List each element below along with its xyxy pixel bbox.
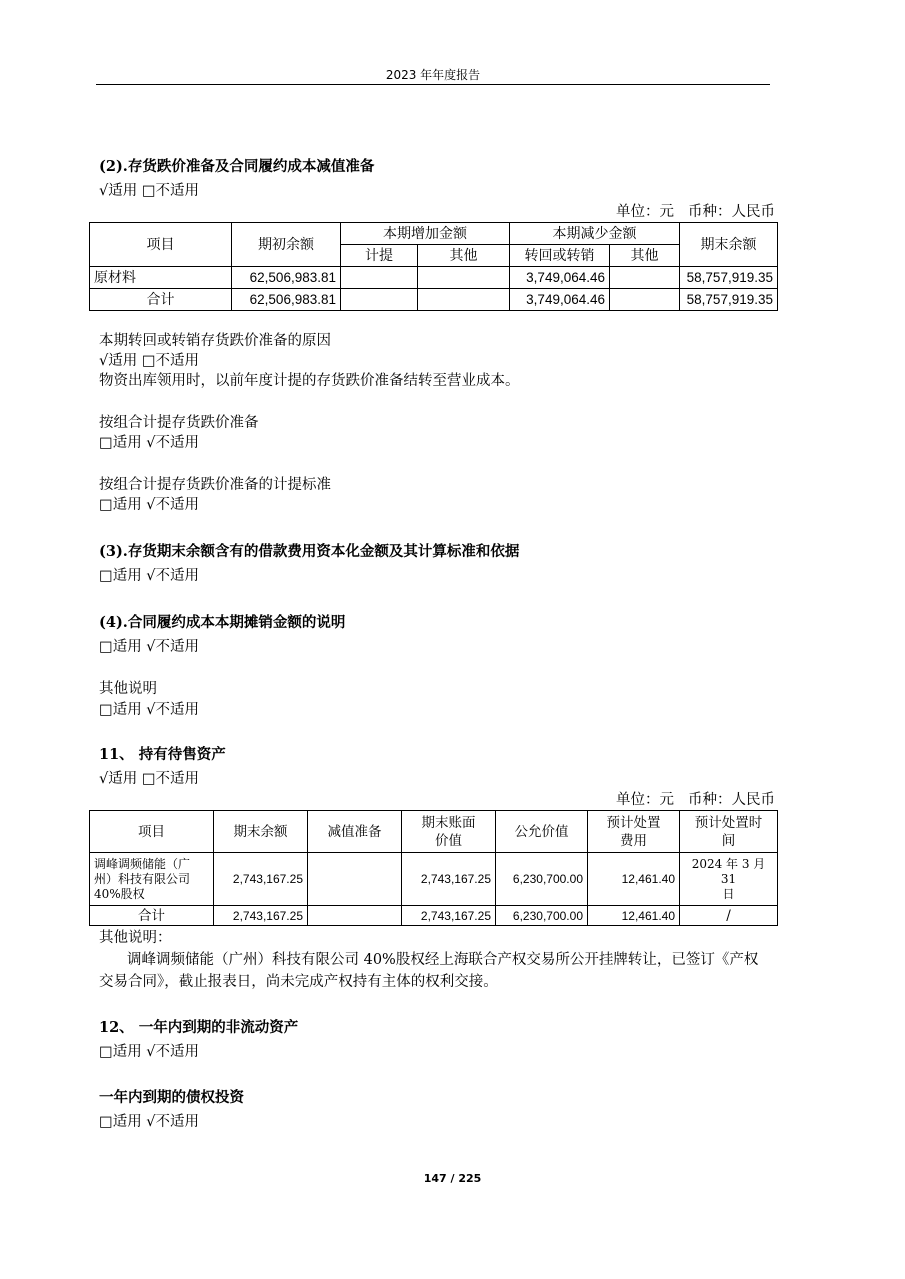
row-disposal-cost: 12,461.40 bbox=[588, 853, 680, 906]
unit-line-2 bbox=[602, 790, 775, 810]
row-accrual bbox=[341, 289, 418, 311]
row-book-value: 2,743,167.25 bbox=[402, 853, 496, 906]
row-item: 原材料 bbox=[90, 267, 232, 289]
header-closing: 期末余额 bbox=[214, 811, 308, 853]
table-row bbox=[90, 853, 778, 906]
row-item: 调峰调频储能（广 州）科技有限公司 40%股权 bbox=[90, 853, 214, 906]
group-std-applicability: □适用 √不适用 bbox=[99, 497, 200, 513]
header-impairment: 减值准备 bbox=[308, 811, 402, 853]
other-notes-applicability: □适用 √不适用 bbox=[99, 702, 200, 718]
applicability-borrowing: □适用 √不适用 bbox=[99, 568, 200, 584]
header-opening: 期初余额 bbox=[232, 223, 341, 267]
group-title: 按组合计提存货跌价准备 bbox=[99, 415, 259, 431]
row-item: 合计 bbox=[90, 289, 232, 311]
total-impairment bbox=[308, 906, 402, 926]
held-for-sale-notes-text: 调峰调频储能（广州）科技有限公司 40%股权经上海联合产权交易所公开挂牌转让，已签订《产权交易合同》，截止报表日，尚未完成产权持有主体的权利交接。 bbox=[99, 952, 759, 990]
row-accrual bbox=[341, 267, 418, 289]
row-opening: 62,506,983.81 bbox=[232, 267, 341, 289]
row-reversal: 3,749,064.46 bbox=[510, 267, 610, 289]
other-notes-title: 其他说明 bbox=[99, 681, 157, 697]
total-fair-value: 6,230,700.00 bbox=[496, 906, 588, 926]
unit-label: 单位：元 bbox=[616, 204, 674, 220]
applicability-held-for-sale: √适用 □不适用 bbox=[99, 771, 200, 787]
total-disposal-time: / bbox=[680, 906, 778, 926]
section-title-contract-cost: (4).合同履约成本本期摊销金额的说明 bbox=[99, 614, 346, 631]
total-book-value: 2,743,167.25 bbox=[402, 906, 496, 926]
currency-label: 币种：人民币 bbox=[688, 204, 775, 220]
currency-label: 币种：人民币 bbox=[688, 792, 775, 808]
unit-line-1 bbox=[602, 202, 775, 222]
applicability-contract-cost: □适用 √不适用 bbox=[99, 639, 200, 655]
header-reversal: 转回或转销 bbox=[510, 245, 610, 267]
applicability-noncurrent-due: □适用 √不适用 bbox=[99, 1044, 200, 1060]
reason-text: 物资出库领用时，以前年度计提的存货跌价准备结转至营业成本。 bbox=[99, 373, 520, 389]
section-title-held-for-sale: 11、 持有待售资产 bbox=[99, 746, 226, 763]
total-disposal-cost: 12,461.40 bbox=[588, 906, 680, 926]
header-fair-value: 公允价值 bbox=[496, 811, 588, 853]
inventory-provision-table bbox=[89, 222, 778, 311]
header-decrease-other: 其他 bbox=[610, 245, 680, 267]
row-reversal: 3,749,064.46 bbox=[510, 289, 610, 311]
total-closing: 2,743,167.25 bbox=[214, 906, 308, 926]
report-header: 2023 年年度报告 bbox=[385, 68, 481, 82]
reason-title: 本期转回或转销存货跌价准备的原因 bbox=[99, 333, 331, 349]
row-disposal-time: 2024 年 3 月 31 日 bbox=[680, 853, 778, 906]
row-opening: 62,506,983.81 bbox=[232, 289, 341, 311]
held-for-sale-notes-title: 其他说明： bbox=[99, 930, 172, 946]
reason-applicability: √适用 □不适用 bbox=[99, 353, 200, 369]
header-accrual: 计提 bbox=[341, 245, 418, 267]
header-book-value: 期末账面 价值 bbox=[402, 811, 496, 853]
applicability-debt-investment: □适用 √不适用 bbox=[99, 1114, 200, 1130]
table-row bbox=[90, 267, 778, 289]
row-decrease-other bbox=[610, 267, 680, 289]
header-closing: 期末余额 bbox=[680, 223, 778, 267]
row-increase-other bbox=[418, 289, 510, 311]
section-title-inventory-provision: (2).存货跌价准备及合同履约成本减值准备 bbox=[99, 158, 375, 175]
unit-label: 单位：元 bbox=[616, 792, 674, 808]
row-closing: 2,743,167.25 bbox=[214, 853, 308, 906]
header-increase: 本期增加金额 bbox=[341, 223, 510, 245]
row-increase-other bbox=[418, 267, 510, 289]
row-fair-value: 6,230,700.00 bbox=[496, 853, 588, 906]
held-for-sale-table bbox=[89, 810, 778, 926]
row-decrease-other bbox=[610, 289, 680, 311]
row-closing: 58,757,919.35 bbox=[680, 289, 778, 311]
header-item: 项目 bbox=[90, 811, 214, 853]
header-disposal-cost: 预计处置 费用 bbox=[588, 811, 680, 853]
group-applicability: □适用 √不适用 bbox=[99, 435, 200, 451]
header-divider bbox=[96, 84, 770, 85]
section-title-debt-investment: 一年内到期的债权投资 bbox=[99, 1089, 244, 1106]
group-std-title: 按组合计提存货跌价准备的计提标准 bbox=[99, 477, 331, 493]
row-impairment bbox=[308, 853, 402, 906]
section-title-borrowing: (3).存货期末余额含有的借款费用资本化金额及其计算标准和依据 bbox=[99, 543, 520, 560]
table-row-total bbox=[90, 289, 778, 311]
header-decrease: 本期减少金额 bbox=[510, 223, 680, 245]
header-increase-other: 其他 bbox=[418, 245, 510, 267]
total-item: 合计 bbox=[90, 906, 214, 926]
table-row-total bbox=[90, 906, 778, 926]
header-disposal-time: 预计处置时 间 bbox=[680, 811, 778, 853]
page-number: 147 / 225 bbox=[423, 1172, 482, 1185]
header-item: 项目 bbox=[90, 223, 232, 267]
row-closing: 58,757,919.35 bbox=[680, 267, 778, 289]
applicability-inventory-provision: √适用 □不适用 bbox=[99, 183, 200, 199]
section-title-noncurrent-due: 12、 一年内到期的非流动资产 bbox=[99, 1019, 299, 1036]
